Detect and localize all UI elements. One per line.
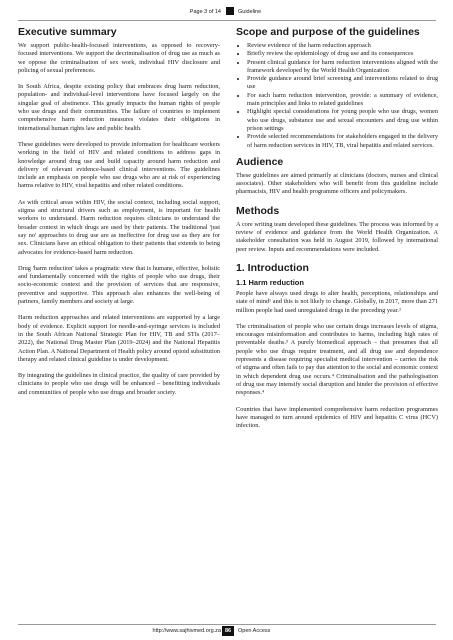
page-number-badge: 86 bbox=[222, 626, 234, 636]
list-item: • Briefly review the epidemiology of drug use and its consequences bbox=[247, 50, 438, 58]
list-item: • For each harm reduction intervention, provide: a summary of evidence, main principles and links to related guidelines bbox=[247, 92, 438, 109]
scope-heading: Scope and purpose of the guidelines bbox=[236, 26, 420, 38]
paragraph: Harm reduction approaches and related interventions are supported by a large body of evidence. Explicit support for needle-and-syringe services is included in the South African National Strategic Plan for HIV, TB and STIs (2017–2022), the National Drug Master Plan (2019–2024) and the National Hepatitis Action Plan. A National Department of Health policy around opioid substitution therapy and related clinical guideline is under development. bbox=[18, 314, 220, 363]
methods-paragraph: A core writing team developed these guidelines. The process was informed by a review of evidence and guidance from the World Health Organization. A stakeholder consultation was held in August 2019, followed by international peer review. Inputs and recommendations were included. bbox=[236, 220, 438, 253]
audience-paragraph: These guidelines are aimed primarily at clinicians (doctors, nurses and clinical associates). Other stakeholders who will benefit from this guideline include pharmacists, HIV and health programme officers and policymakers. bbox=[236, 171, 438, 196]
footer-rule bbox=[18, 624, 436, 625]
article-type: Guideline bbox=[238, 9, 262, 15]
paragraph: By integrating the guidelines in clinical practice, the quality of care provided by clinicians to people who use drugs will be enhanced – benefitting individuals and communities of people who use drugs and broader society. bbox=[18, 372, 220, 396]
paragraph: These guidelines were developed to provide information for healthcare workers working in the field of HIV and related conditions to address gaps in knowledge around drug use and build capacity around harm reduction and delivery of relevant evidence-based clinical interventions. The guidelines include an emphasis on people who use drugs who are at risk of experiencing harms relative to HIV, viral hepatitis and other related conditions. bbox=[18, 140, 220, 190]
paragraph: Countries that have implemented comprehensive harm reduction programmes have managed to turn around epidemics of HIV and hepatitis C virus (HCV) infection. bbox=[236, 405, 438, 430]
paragraph: People have always used drugs to alter health, perceptions, relationships and state of mind¹ and this is not likely to change. Globally, in 2017, more than 271 million people had used unregulated drugs in the preceding year.² bbox=[236, 289, 438, 314]
list-item: • Provide selected recommendations for stakeholders engaged in the delivery of harm reduction services in HIV, TB, viral hepatitis and related services. bbox=[247, 133, 438, 150]
list-item: • Highlight special considerations for young people who use drugs, women who use drugs, substance use and sexual encounters and drug use within prison settings bbox=[247, 108, 438, 133]
paragraph: In South Africa, despite existing policy that embraces drug harm reduction, population- and individual-level interventions have focused largely on the singular goal of abstinence. This greatly impacts the human rights of people who use drugs and their communities. The failure of countries to implement comprehensive harm reduction measures violates their obligations in international human rights law and public health. bbox=[18, 83, 220, 132]
harm-reduction-subheading: 1.1 Harm reduction bbox=[236, 277, 304, 287]
methods-heading: Methods bbox=[236, 204, 280, 217]
paragraph: Drug 'harm reduction' takes a pragmatic view that is humane, effective, holistic and fundamentally concerned with the rights of people who use drugs, their socio-economic context and the provision of services that are responsive, preventive and supportive. This approach also enhances the well-being of partners, family members and society at large. bbox=[18, 264, 220, 306]
executive-summary-heading: Executive summary bbox=[18, 26, 117, 38]
list-item: • Present clinical guidance for harm reduction interventions aligned with the framework developed by the World Health Organization bbox=[247, 59, 438, 76]
page-number: Page 3 of 14 bbox=[189, 9, 221, 15]
paragraph: We support public-health-focused interventions, as opposed to recovery-focused interventions. We support the decriminalisation of drug use as much as we oppose the criminalisation of sex work, individual HIV disclosure and policing of sexual preferences. bbox=[18, 42, 220, 74]
left-column bbox=[18, 26, 220, 405]
page-header bbox=[0, 6, 453, 20]
introduction-heading: 1. Introduction bbox=[236, 261, 309, 274]
header-divider-square bbox=[226, 7, 234, 15]
journal-url-link[interactable]: http://www.sajhivmed.org.za bbox=[152, 628, 221, 634]
audience-heading: Audience bbox=[236, 155, 284, 168]
scope-list bbox=[236, 42, 438, 150]
paragraph: As with critical areas within HIV, the social context, including social support, stigma and structural drivers such as employment, is important for health workers to understand. Harm reduction requires clinicians to understand the broader context in which drugs are used by their patients. The traditional 'just say no' approaches to drug use are as ineffective for drug use as they are for sex. Clinicians have an ethical obligation to their patients that extends to being advocates for evidence-based harm reduction. bbox=[18, 198, 220, 256]
list-item: • Review evidence of the harm reduction approach bbox=[247, 42, 438, 50]
header-rule bbox=[18, 20, 436, 21]
open-access-label: Open Access bbox=[238, 628, 271, 634]
list-item: • Provide guidance around brief screening and interventions related to drug use bbox=[247, 75, 438, 92]
right-column bbox=[236, 26, 438, 438]
paragraph: The criminalisation of people who use certain drugs increases levels of stigma, encourages misinformation and contributes to harms, including high rates of preventable deaths.³ A purely biomedical approach – that presumes that all people who use drugs require treatment, and all drug use and dependence represents a disease requiring specialist medical intervention – carries the risk of stigma and often fails to pay due attention to the social and economic context in which dependent drug use occurs.⁴ Criminalisation and the pathologisation of drug use may intensify social disruption and hinder the provision of effective responses.⁴ bbox=[236, 322, 438, 397]
